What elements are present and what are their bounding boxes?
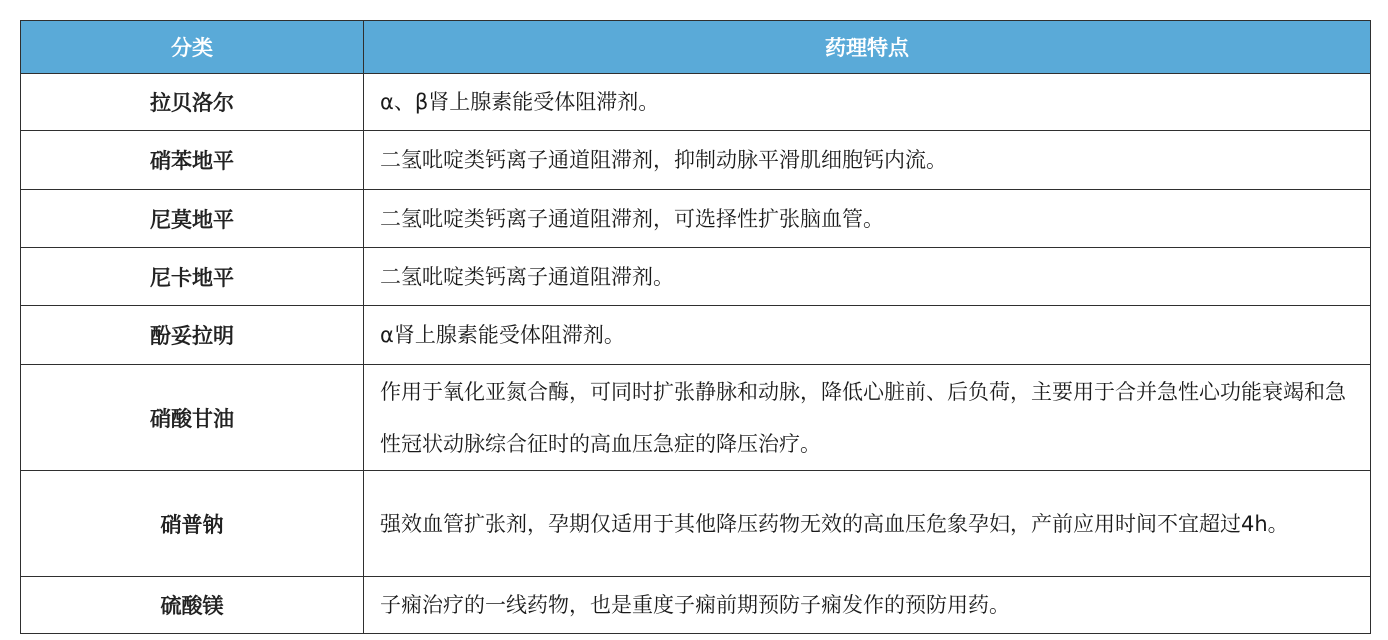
header-category: 分类 <box>21 21 364 74</box>
drug-pharmacology-table <box>20 20 1371 634</box>
drug-feature: 强效血管扩张剂，孕期仅适用于其他降压药物无效的高血压危象孕妇，产前应用时间不宜超过4h。 <box>364 471 1371 577</box>
header-pharmacology: 药理特点 <box>364 21 1371 74</box>
drug-feature: 子痫治疗的一线药物，也是重度子痫前期预防子痫发作的预防用药。 <box>364 577 1371 634</box>
drug-feature: α肾上腺素能受体阻滞剂。 <box>364 306 1371 365</box>
drug-feature: 二氢吡啶类钙离子通道阻滞剂，可选择性扩张脑血管。 <box>364 190 1371 248</box>
drug-name: 尼莫地平 <box>21 190 364 248</box>
table-row <box>21 306 1371 365</box>
table-row <box>21 248 1371 306</box>
drug-name: 硝普钠 <box>21 471 364 577</box>
drug-feature: 二氢吡啶类钙离子通道阻滞剂，抑制动脉平滑肌细胞钙内流。 <box>364 131 1371 190</box>
drug-feature: 作用于氧化亚氮合酶，可同时扩张静脉和动脉，降低心脏前、后负荷，主要用于合并急性心功能衰竭和急性冠状动脉综合征时的高血压急症的降压治疗。 <box>364 365 1371 471</box>
header-row <box>21 21 1371 74</box>
drug-name: 硫酸镁 <box>21 577 364 634</box>
drug-name: 尼卡地平 <box>21 248 364 306</box>
table-row <box>21 365 1371 471</box>
table-row <box>21 131 1371 190</box>
drug-name: 硝苯地平 <box>21 131 364 190</box>
drug-feature: 二氢吡啶类钙离子通道阻滞剂。 <box>364 248 1371 306</box>
table-row <box>21 471 1371 577</box>
table-row <box>21 577 1371 634</box>
drug-name: 拉贝洛尔 <box>21 74 364 131</box>
drug-name: 酚妥拉明 <box>21 306 364 365</box>
table-row <box>21 74 1371 131</box>
table-row <box>21 190 1371 248</box>
drug-name: 硝酸甘油 <box>21 365 364 471</box>
drug-feature: α、β肾上腺素能受体阻滞剂。 <box>364 74 1371 131</box>
